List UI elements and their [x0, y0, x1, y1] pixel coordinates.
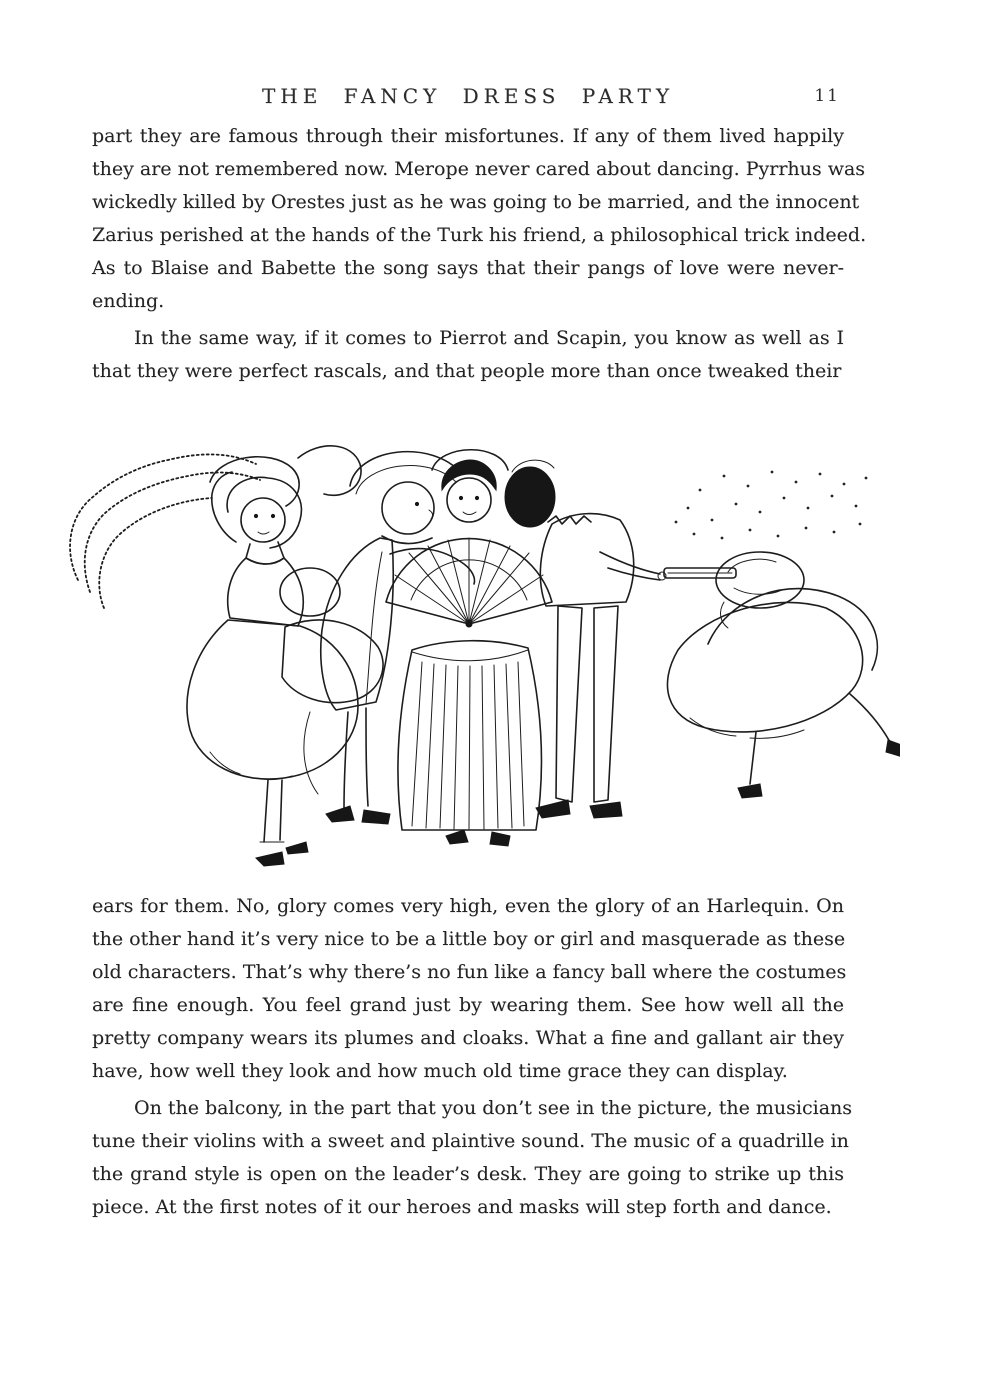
text-line: piece. At the first notes of it our heroes and masks will step forth and dance. — [92, 1196, 832, 1218]
paragraph — [92, 890, 847, 1088]
fan-icon — [386, 538, 552, 627]
text-line: are fine enough. You feel grand just by wearing them. See how well all the — [92, 994, 844, 1016]
text-line: tune their violins with a sweet and plaintive sound. The music of a quadrille in — [92, 1130, 849, 1152]
text-line: the other hand it’s very nice to be a little boy or girl and masquerade as these — [92, 928, 846, 950]
left-girl-figure — [70, 446, 383, 866]
page-number: 11 — [814, 86, 840, 106]
paragraph — [92, 120, 867, 318]
text-line: have, how well they look and how much old time grace they can display. — [92, 1060, 788, 1082]
illustration-svg — [60, 412, 900, 872]
text-line: they are not remembered now. Merope never cared about dancing. Pyrrhus was — [92, 158, 866, 180]
harlequin-figure — [505, 460, 736, 818]
text-line: that they were perfect rascals, and that people more than once tweaked their — [92, 360, 842, 382]
text-line: On the balcony, in the part that you don’t see in the picture, the musicians — [134, 1097, 853, 1119]
text-line: In the same way, if it comes to Pierrot and Scapin, you know as well as I — [134, 327, 844, 349]
curtseying-girl-figure — [667, 471, 900, 798]
text-line: ears for them. No, glory comes very high, even the glory of an Harlequin. On — [92, 895, 844, 917]
page-title: THE FANCY DRESS PARTY — [261, 84, 675, 108]
text-line: Zarius perished at the hands of the Turk his friend, a philosophical trick indeed. — [92, 224, 867, 246]
confetti-specks — [675, 471, 868, 540]
text-line: old characters. That’s why there’s no fun like a fancy ball where the costumes — [92, 961, 847, 983]
paragraph — [92, 322, 844, 388]
text-line: part they are famous through their misfortunes. If any of them lived happily — [92, 125, 844, 147]
text-line: pretty company wears its plumes and cloaks. What a fine and gallant air they — [92, 1027, 844, 1049]
text-line: As to Blaise and Babette the song says that their pangs of love were never- — [92, 257, 844, 279]
fancy-dress-illustration — [60, 412, 900, 872]
text-line: wickedly killed by Orestes just as he was going to be married, and the innocent — [92, 191, 860, 213]
running-header — [92, 84, 844, 112]
text-column — [92, 120, 867, 1228]
text-line: the grand style is open on the leader’s desk. They are going to strike up this — [92, 1163, 844, 1185]
paragraph — [92, 1092, 853, 1224]
text-line: ending. — [92, 290, 165, 312]
